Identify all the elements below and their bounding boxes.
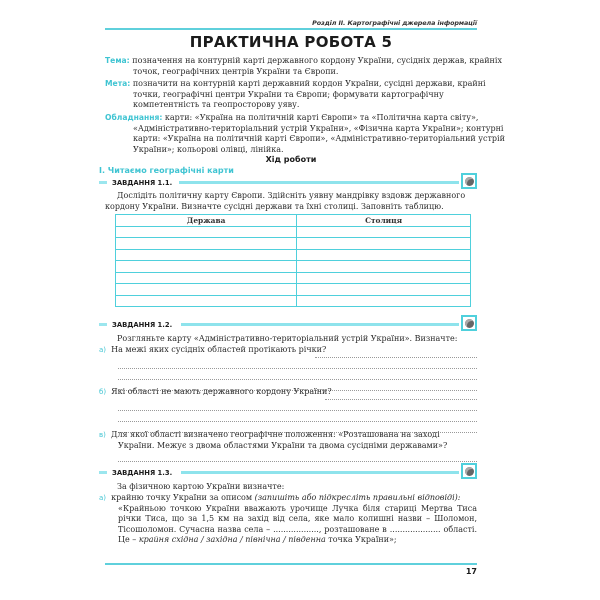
goal-label: Мета: [105, 79, 131, 88]
task-1-3-label: ЗАВДАННЯ 1.3. [112, 469, 173, 477]
table-row[interactable] [116, 272, 471, 284]
direction-options[interactable]: крайня східна / західна / північна / південна [138, 535, 326, 545]
capital-cell[interactable] [297, 295, 471, 307]
question-text: На межі яких сусідніх областей протікають річки? [111, 345, 327, 354]
globe-icon [461, 173, 477, 189]
globe-icon [461, 315, 477, 331]
page-number: 17 [465, 567, 477, 576]
table-header-row [116, 215, 471, 227]
table-row[interactable] [116, 284, 471, 296]
capital-cell[interactable] [297, 238, 471, 250]
answer-line[interactable] [325, 389, 477, 400]
table-row[interactable] [116, 249, 471, 261]
equipment-label: Обладнання: [105, 113, 163, 122]
question-letter: в) [99, 431, 106, 439]
question-text: Які області не мають державного кордону України? [111, 387, 332, 396]
equipment-text: карти: «Україна на політичній карті Європи» та «Політична карта світу», «Адміністративно-територіальний устрій України», «Фізична карта України»; контурні карти: «Україна на політичній карті Європи», «Адміністративно-територіальний устрій України»; кольорові олівці, лінійка. [133, 113, 505, 154]
state-cell[interactable] [116, 284, 297, 296]
state-cell[interactable] [116, 295, 297, 307]
answer-line[interactable] [315, 347, 477, 358]
topic-text: позначення на контурній карті державного кордону України, сусідніх держав, крайніх точок, географічних центрів України та Європи. [132, 56, 502, 76]
column-header-capital: Столиця [297, 215, 471, 227]
question-quote: «Крайньою точкою України вважають урочище Лучка біля стариці Мертва Тиса річки Тиса, що за 1,5 км на захід від села, яке мало колишні назви – Шоломон, Тісошоломон. Сучасна назва села – .................., розташоване в [118, 503, 477, 534]
footer-rule [105, 563, 477, 565]
task-1-2-header [99, 318, 477, 332]
question-c [99, 430, 477, 451]
task-1-2-text: Розгляньте карту «Адміністративно-територіальний устрій України». Визначте: [117, 334, 458, 343]
question-lead: крайню точку України за описом [111, 493, 253, 502]
state-cell[interactable] [116, 226, 297, 238]
task-marker [99, 471, 107, 474]
answer-line[interactable] [118, 400, 477, 411]
question-hint: (запишіть або підкресліть правильні відповіді): [254, 493, 461, 502]
state-cell[interactable] [116, 249, 297, 261]
task-marker [99, 323, 107, 326]
topic-paragraph [105, 56, 505, 77]
capital-cell[interactable] [297, 272, 471, 284]
task-1-3-header [99, 466, 477, 480]
question-end: точка України»; [328, 535, 397, 545]
table-row[interactable] [116, 226, 471, 238]
goal-paragraph [105, 79, 505, 111]
column-header-state: Держава [116, 215, 297, 227]
task-1-1-header [99, 176, 477, 190]
task-1-1-text: Дослідіть політичну карту Європи. Здійсніть уявну мандрівку вздовж державного кордону України. Визначте сусідні держави та їхні столиці. Заповніть таблицю. [105, 191, 466, 211]
question-letter: б) [99, 388, 107, 396]
capital-cell[interactable] [297, 226, 471, 238]
answer-line[interactable] [118, 451, 477, 462]
task-rule [179, 181, 459, 184]
state-cell[interactable] [116, 261, 297, 273]
task-1-2-label: ЗАВДАННЯ 1.2. [112, 321, 173, 329]
state-cell[interactable] [116, 238, 297, 250]
answer-line[interactable] [118, 369, 477, 380]
question-text: Для якої області визначено географічне положення: «Розташована на заході України. Межує з двома областями України та двома сусідніми державами»? [110, 430, 448, 450]
goal-text: позначити на контурній карті державний кордон України, сусідні держави, крайні точки, географічні центри України та Європи; формувати картографічну компетентність та геопросторову уяву. [132, 79, 486, 110]
section-1-heading: І. Читаємо географічні карти [99, 166, 234, 175]
header-rule [105, 28, 477, 30]
table-row[interactable] [116, 295, 471, 307]
question-letter: а) [99, 346, 107, 354]
answer-line[interactable] [118, 358, 477, 369]
states-capitals-table [115, 214, 471, 307]
page-title: ПРАКТИЧНА РОБОТА 5 [189, 33, 393, 51]
capital-cell[interactable] [297, 249, 471, 261]
textbook-page [99, 0, 505, 600]
question-letter: а) [99, 494, 107, 502]
equipment-paragraph [105, 113, 505, 155]
topic-label: Тема: [105, 56, 130, 65]
running-head: Розділ ІІ. Картографічні джерела інформації [312, 19, 477, 27]
answer-line[interactable] [118, 411, 477, 422]
table-row[interactable] [116, 261, 471, 273]
capital-cell[interactable] [297, 284, 471, 296]
task-marker [99, 181, 107, 184]
state-cell[interactable] [116, 272, 297, 284]
question-quote-continued: .................... області. Це – [118, 524, 477, 545]
procedure-heading: Хід роботи [265, 155, 317, 164]
globe-icon [461, 463, 477, 479]
question-1-3-a [99, 493, 477, 546]
capital-cell[interactable] [297, 261, 471, 273]
task-rule [181, 471, 459, 474]
table-row[interactable] [116, 238, 471, 250]
task-rule [181, 323, 459, 326]
task-1-1-label: ЗАВДАННЯ 1.1. [112, 179, 173, 187]
task-1-3-text: За фізичною картою України визначте: [117, 482, 285, 491]
